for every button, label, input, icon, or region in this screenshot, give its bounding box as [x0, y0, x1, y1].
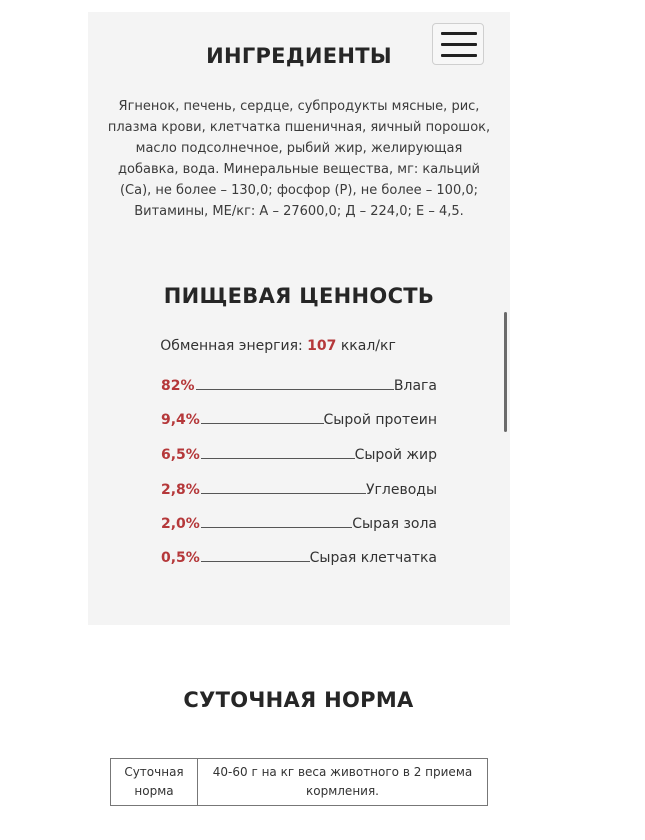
menu-button[interactable]	[432, 23, 484, 65]
nutrition-percent: 9,4%	[161, 412, 200, 428]
nutrition-name: Сырая зола	[352, 516, 437, 532]
nutrition-name: Сырой жир	[354, 447, 437, 463]
ingredients-text: Ягненок, печень, сердце, субпродукты мясные, рис, плазма крови, клетчатка пшеничная, яичный порошок, масло подсолнечное, рыбий жир, желирующая добавка, вода. Минеральные вещества, мг: кальций (Са), не более – 130,0; фосфор (Р), не более – 100,0; Витамины, МЕ/кг: А – 27600,0; Д – 224,0; Е – 4,5.	[107, 99, 491, 219]
leader-line	[201, 457, 355, 459]
table-row	[111, 759, 488, 806]
nutrition-name: Влага	[393, 378, 437, 394]
leader-line	[201, 492, 366, 494]
energy-value: 107	[307, 338, 337, 354]
leader-line	[201, 526, 352, 528]
daily-norm-title: СУТОЧНАЯ НОРМА	[183, 688, 414, 712]
nutrition-percent: 2,8%	[161, 482, 200, 498]
nutrition-title: ПИЩЕВАЯ ЦЕННОСТЬ	[163, 284, 435, 308]
nutrition-row	[161, 406, 437, 428]
nutrition-name: Сырая клетчатка	[309, 550, 437, 566]
scrollbar[interactable]	[504, 312, 507, 432]
ingredients-title: ИНГРЕДИЕНТЫ	[206, 44, 392, 68]
nutrition-row	[161, 441, 437, 463]
nutrition-row	[161, 510, 437, 532]
nutrition-percent: 82%	[161, 378, 195, 394]
nutrition-percent: 2,0%	[161, 516, 200, 532]
table-cell-label: Суточная норма	[111, 759, 198, 806]
energy-unit: ккал/кг	[340, 338, 396, 354]
leader-line	[196, 388, 394, 390]
table-cell-value: 40-60 г на кг веса животного в 2 приема кормления.	[198, 759, 488, 806]
energy-line	[88, 338, 468, 354]
nutrition-percent: 0,5%	[161, 550, 200, 566]
energy-label: Обменная энергия:	[160, 338, 303, 354]
leader-line	[201, 422, 324, 424]
nutrition-row	[161, 372, 437, 394]
nutrition-row	[161, 476, 437, 498]
nutrition-name: Сырой протеин	[323, 412, 437, 428]
daily-norm-table	[110, 758, 488, 806]
nutrition-name: Углеводы	[366, 482, 437, 498]
leader-line	[201, 560, 310, 562]
nutrition-row	[161, 544, 437, 566]
nutrition-percent: 6,5%	[161, 447, 200, 463]
